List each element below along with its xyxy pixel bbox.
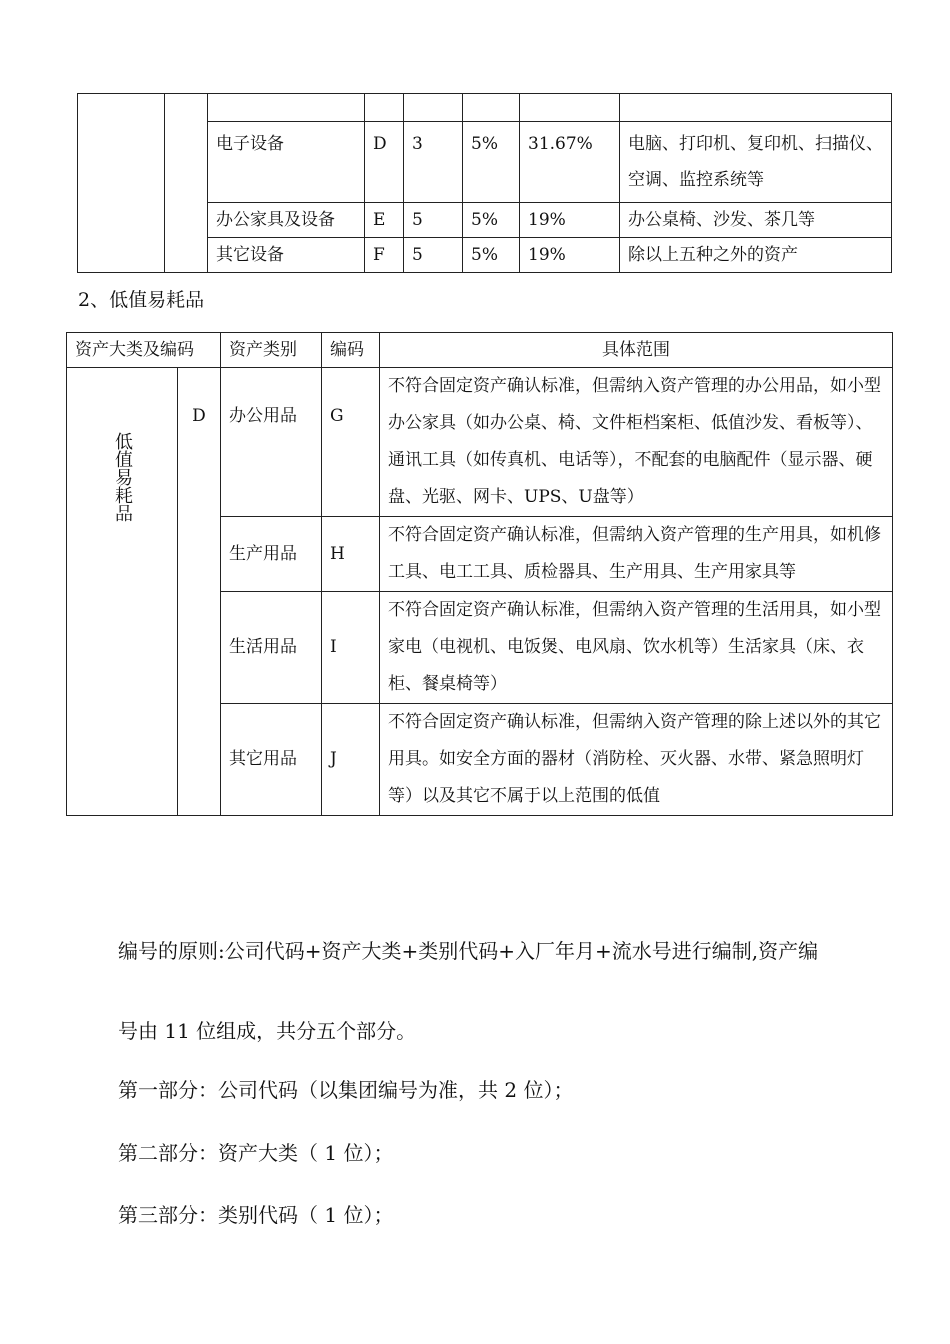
table-header-row (67, 333, 893, 368)
part-two: 第二部分：资产大类（ 1 位）； (118, 1141, 394, 1165)
consumable-scope: 不符合固定资产确认标准，但需纳入资产管理的办公用品，如小型办公家具（如办公桌、椅、文件柜档案柜、低值沙发、看板等）、通讯工具（如传真机、电话等），不配套的电脑配件（显示器、硬盘、光驱、网卡、UPS、U盘等） (380, 368, 893, 517)
part-one: 第一部分：公司代码（以集团编号为准，共 2 位）； (118, 1078, 574, 1102)
depreciation-years: 3 (404, 122, 463, 203)
annual-rate: 31.67% (520, 122, 620, 203)
consumables-table (66, 332, 893, 816)
part-three: 第三部分：类别代码（ 1 位）； (118, 1203, 394, 1227)
consumable-code: J (322, 704, 380, 816)
table-row (78, 94, 892, 122)
consumable-type: 生活用品 (221, 592, 322, 704)
annual-rate: 19% (520, 203, 620, 238)
numbering-principle-line2: 号由 11 位组成，共分五个部分。 (118, 1019, 417, 1043)
consumable-type: 办公用品 (221, 368, 322, 517)
depreciation-years: 5 (404, 238, 463, 273)
category-code-cell (165, 94, 208, 273)
fixed-assets-table (77, 93, 892, 273)
asset-code: E (365, 203, 404, 238)
consumable-code: H (322, 517, 380, 592)
consumable-scope: 不符合固定资产确认标准，但需纳入资产管理的生活用具，如小型家电（电视机、电饭煲、电风扇、饮水机等）生活家具（床、衣柜、餐桌椅等） (380, 592, 893, 704)
header-code: 编码 (322, 333, 380, 368)
asset-scope: 办公桌椅、沙发、茶几等 (620, 203, 892, 238)
header-type: 资产类别 (221, 333, 322, 368)
residual-rate: 5% (463, 203, 520, 238)
consumable-code: G (322, 368, 380, 517)
asset-type: 其它设备 (208, 238, 365, 273)
category-cell (78, 94, 165, 273)
table-row (67, 368, 893, 517)
category-name: 低值易耗品 (112, 432, 133, 522)
numbering-principle-line1: 编号的原则:公司代码+资产大类+类别代码+入厂年月+流水号进行编制,资产编 (118, 939, 819, 963)
consumable-scope: 不符合固定资产确认标准，但需纳入资产管理的生产用具，如机修工具、电工工具、质检器具、生产用具、生产用家具等 (380, 517, 893, 592)
category-name-cell (67, 368, 178, 816)
asset-type: 办公家具及设备 (208, 203, 365, 238)
asset-code: F (365, 238, 404, 273)
consumable-type: 其它用品 (221, 704, 322, 816)
asset-code: D (365, 122, 404, 203)
consumable-code: I (322, 592, 380, 704)
asset-type: 电子设备 (208, 122, 365, 203)
consumable-type: 生产用品 (221, 517, 322, 592)
header-category: 资产大类及编码 (67, 333, 221, 368)
section-heading: 2、低值易耗品 (78, 289, 205, 311)
header-scope: 具体范围 (380, 333, 893, 368)
asset-scope: 除以上五种之外的资产 (620, 238, 892, 273)
residual-rate: 5% (463, 238, 520, 273)
consumable-scope: 不符合固定资产确认标准，但需纳入资产管理的除上述以外的其它用具。如安全方面的器材（消防栓、灭火器、水带、紧急照明灯等）以及其它不属于以上范围的低值 (380, 704, 893, 816)
asset-scope: 电脑、打印机、复印机、扫描仪、空调、监控系统等 (620, 122, 892, 203)
depreciation-years: 5 (404, 203, 463, 238)
residual-rate: 5% (463, 122, 520, 203)
annual-rate: 19% (520, 238, 620, 273)
category-code: D (178, 368, 221, 816)
